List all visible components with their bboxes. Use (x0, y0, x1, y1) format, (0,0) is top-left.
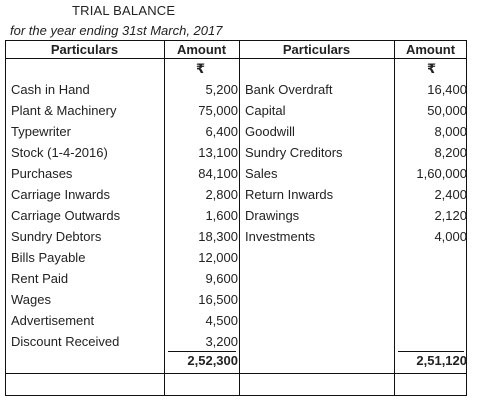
left-row-amount: 75,000 (198, 103, 238, 118)
header-divider (5, 58, 467, 59)
left-row-particular: Bills Payable (11, 250, 86, 265)
left-row-amount: 9,600 (205, 271, 238, 286)
right-row-particular: Sales (245, 166, 278, 181)
left-row-amount: 2,800 (205, 187, 238, 202)
right-row-particular: Drawings (245, 208, 300, 223)
column-divider (239, 40, 240, 396)
document-subtitle: for the year ending 31st March, 2017 (10, 23, 223, 38)
left-row-amount: 12,000 (198, 250, 238, 265)
left-row-particular: Typewriter (11, 124, 71, 139)
right-row-particular: Sundry Creditors (245, 145, 343, 160)
left-row-amount: 84,100 (198, 166, 238, 181)
right-row-amount: 4,000 (434, 229, 467, 244)
total-amount-right: 2,51,120 (416, 353, 467, 368)
right-row-amount: 2,120 (434, 208, 467, 223)
left-row-particular: Purchases (11, 166, 73, 181)
right-row-particular: Capital (245, 103, 286, 118)
header-amount-right: Amount (405, 42, 456, 57)
right-row-amount: 1,60,000 (416, 166, 467, 181)
total-divider (5, 373, 467, 374)
left-row-particular: Plant & Machinery (11, 103, 117, 118)
left-row-particular: Rent Paid (11, 271, 69, 286)
left-row-particular: Cash in Hand (11, 82, 90, 97)
left-row-particular: Carriage Outwards (11, 208, 121, 223)
header-amount-left: Amount (176, 42, 227, 57)
trial-balance-table (5, 40, 467, 396)
right-row-amount: 2,400 (434, 187, 467, 202)
left-row-amount: 16,500 (198, 292, 238, 307)
left-row-amount: 18,300 (198, 229, 238, 244)
left-row-particular: Stock (1-4-2016) (11, 145, 108, 160)
right-row-particular: Return Inwards (245, 187, 334, 202)
left-row-particular: Advertisement (11, 313, 95, 328)
right-row-amount: 50,000 (427, 103, 467, 118)
total-underline-left (168, 351, 236, 352)
rupee-symbol-right: ₹ (427, 61, 437, 76)
left-row-particular: Carriage Inwards (11, 187, 110, 202)
right-row-particular: Investments (245, 229, 316, 244)
left-row-particular: Wages (11, 292, 51, 307)
right-row-amount: 16,400 (427, 82, 467, 97)
left-row-amount: 6,400 (205, 124, 238, 139)
total-amount-left: 2,52,300 (187, 353, 238, 368)
rupee-symbol-left: ₹ (196, 61, 206, 76)
left-row-particular: Discount Received (11, 334, 120, 349)
document-title: TRIAL BALANCE (72, 3, 176, 18)
right-row-particular: Bank Overdraft (245, 82, 333, 97)
left-row-amount: 1,600 (205, 208, 238, 223)
right-row-particular: Goodwill (245, 124, 295, 139)
left-row-amount: 4,500 (205, 313, 238, 328)
header-particulars-right: Particulars (282, 42, 351, 57)
right-row-amount: 8,200 (434, 145, 467, 160)
left-row-particular: Sundry Debtors (11, 229, 102, 244)
right-row-amount: 8,000 (434, 124, 467, 139)
left-row-amount: 13,100 (198, 145, 238, 160)
header-particulars-left: Particulars (50, 42, 119, 57)
total-underline-right (398, 351, 464, 352)
left-row-amount: 3,200 (205, 334, 238, 349)
left-row-amount: 5,200 (205, 82, 238, 97)
